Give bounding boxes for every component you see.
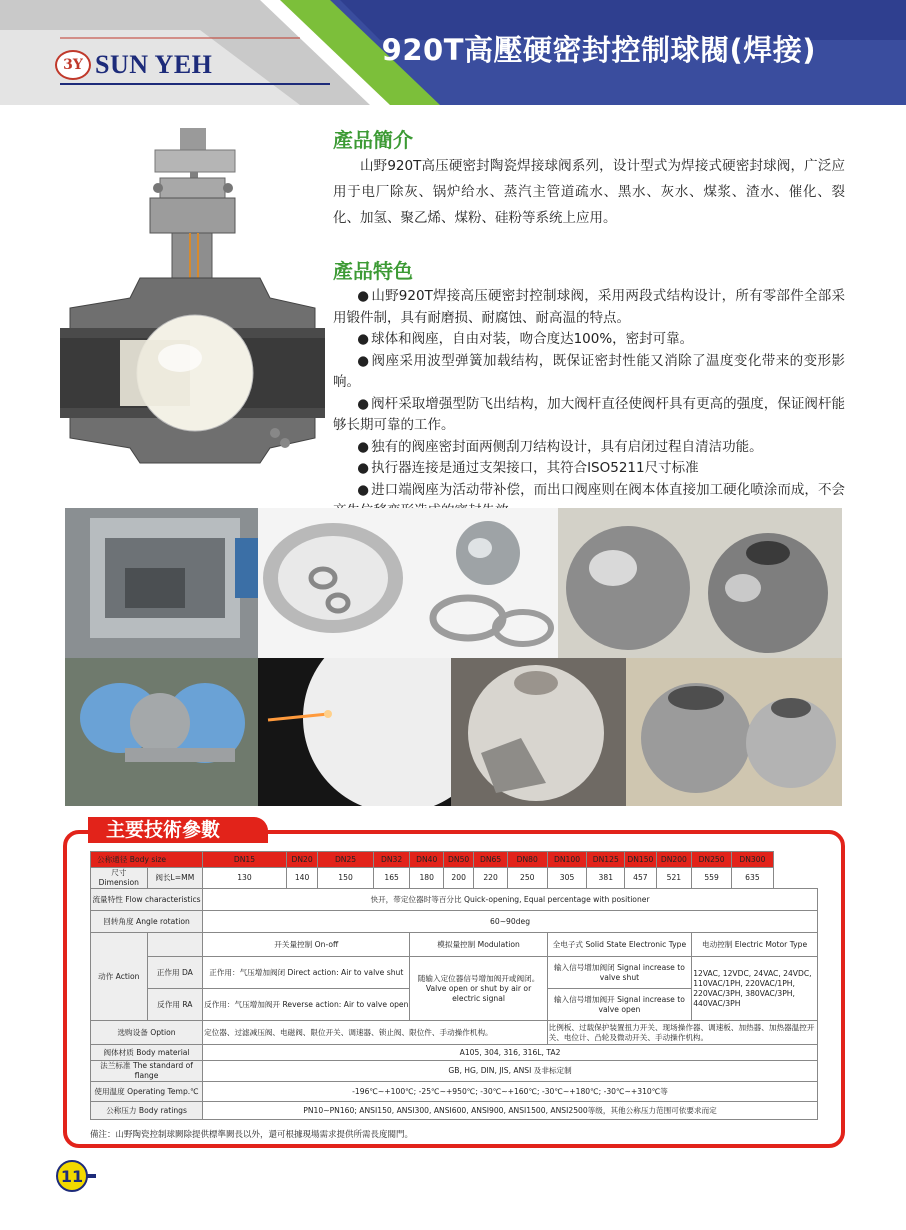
features-heading: 產品特色 [333, 259, 413, 283]
page-number-bar [86, 1174, 96, 1178]
table-row [91, 852, 818, 868]
finished-balls-photo [626, 658, 842, 806]
valve-cutaway-image [60, 128, 325, 468]
feature-item: ● 山野920T焊接高压硬密封控制球阀，采用两段式结构设计，所有零部件全部采用锻件制，具有耐磨损、耐腐蚀、耐高温的特点。 [333, 286, 845, 329]
standard-value: GB, HG, DIN, JIS, ANSI 及非标定制 [203, 1061, 818, 1082]
page-header [0, 0, 906, 105]
dn-cell: DN125 [587, 852, 625, 868]
feature-item: ● 阀座采用波型弹簧加载结构，既保证密封性能又消除了温度变化带来的变形影响。 [333, 351, 845, 394]
action-label: 动作 Action [91, 933, 148, 1021]
length-cell: 381 [587, 868, 625, 889]
dn-cell: DN100 [547, 852, 587, 868]
dn-cell: DN40 [410, 852, 444, 868]
table-row [91, 868, 818, 889]
intro-heading: 產品簡介 [333, 128, 413, 152]
angle-value: 60~90deg [203, 911, 818, 933]
length-cell: 150 [318, 868, 374, 889]
specs-table [90, 851, 818, 1120]
table-row [91, 1045, 818, 1061]
dn-cell: DN20 [286, 852, 317, 868]
angle-label: 回转角度 Angle rotation [91, 911, 203, 933]
material-value: A105, 304, 316, 316L, TA2 [203, 1045, 818, 1061]
feature-item: ● 执行器连接是通过支架接口，其符合ISO5211尺寸标准 [333, 458, 845, 480]
table-row [91, 933, 818, 957]
electric-header: 电动控制 Electric Motor Type [692, 933, 818, 957]
page-number: 11 [56, 1160, 88, 1192]
modulation-value: 随输入定位器信号增加阀开或阀闭。 Valve open or shut by air or electric signal [410, 957, 547, 1021]
length-cell: 250 [507, 868, 547, 889]
length-cell: 457 [625, 868, 656, 889]
direct-label: 正作用 DA [147, 957, 203, 989]
standard-label: 法兰标准 The standard of flange [91, 1061, 203, 1082]
length-cell: 305 [547, 868, 587, 889]
onoff-reverse: 反作用：气压增加阀开 Reverse action: Air to valve open [203, 989, 410, 1021]
features-list [333, 286, 845, 523]
length-cell: 521 [656, 868, 692, 889]
table-row [91, 911, 818, 933]
dn-cell: DN65 [474, 852, 508, 868]
temp-value: -196℃~+100℃; -25℃~+950℃; -30℃~+160℃; -30℃~+180℃; -30℃~+310℃等 [203, 1082, 818, 1102]
ceramic-ball-photo [451, 658, 626, 806]
length-cell: 130 [203, 868, 287, 889]
length-cell: 635 [731, 868, 773, 889]
feature-item: ● 球体和阀座，自由对装，吻合度达100%，密封可靠。 [333, 329, 845, 351]
dn-cell: DN32 [373, 852, 410, 868]
flow-value: 快开，带定位器时等百分比 Quick-opening, Equal percentage with positioner [203, 889, 818, 911]
option-right: 比例板、过载保护装置扭力开关、现场操作器、调速板、加热器、加热器温控开关、电位计、凸轮及微动开关、手动操作机构。 [547, 1021, 817, 1045]
dn-cell: DN150 [625, 852, 656, 868]
dn-cell: DN80 [507, 852, 547, 868]
flow-label: 流量特性 Flow characteristics [91, 889, 203, 911]
table-row [91, 1021, 818, 1045]
length-cell: 165 [373, 868, 410, 889]
ball-lathe-photo [65, 658, 258, 806]
ssr-header: 全电子式 Solid State Electronic Type [547, 933, 692, 957]
brand-name: SUN YEH [95, 50, 213, 79]
length-cell: 180 [410, 868, 444, 889]
table-row [91, 957, 818, 989]
machining-photo [65, 508, 258, 658]
table-row [91, 889, 818, 911]
seat-rings-photo [258, 508, 558, 658]
intro-text: 山野920T高压硬密封陶瓷焊接球阀系列，设计型式为焊接式硬密封球阀，广泛应用于电厂除灰、锅炉给水、蒸汽主管道疏水、黑水、灰水、煤浆、渣水、催化、裂化、加氢、聚乙烯、煤粉、硅粉等系统上应用。 [333, 158, 845, 226]
material-label: 阀体材质 Body material [91, 1045, 203, 1061]
length-cell: 140 [286, 868, 317, 889]
polished-balls-photo [558, 508, 842, 658]
onoff-header: 开关量控制 On-off [203, 933, 410, 957]
dn-cell: DN15 [203, 852, 287, 868]
reverse-label: 反作用 RA [147, 989, 203, 1021]
temp-label: 使用温度 Operating Temp.℃ [91, 1082, 203, 1102]
table-row [91, 1102, 818, 1120]
spec-note: 備注：山野陶瓷控制球闕除提供標準闕長以外，還可根據現場需求提供所需長度閥門。 [90, 1130, 414, 1140]
dn-cell: DN300 [731, 852, 773, 868]
length-cell: 220 [474, 868, 508, 889]
dn-cell: DN250 [692, 852, 732, 868]
ssr-reverse: 输入信号增加阀开 Signal increase to valve open [547, 989, 692, 1021]
option-label: 选购设备 Option [91, 1021, 203, 1045]
length-label: 阀长L=MM [147, 868, 203, 889]
feature-item: ● 进口端阀座为活动带补偿，而出口阀座则在阀本体直接加工硬化喷涂而成，不会 [333, 480, 845, 523]
onoff-direct: 正作用：气压增加阀闭 Direct action: Air to valve shut [203, 957, 410, 989]
photo-gallery [65, 508, 842, 806]
feature-item: ● 阀杆采取增强型防飞出结构，加大阀杆直径使阀杆具有更高的强度，保证阀杆能够长期可靠的工作。 [333, 394, 845, 437]
dimension-label: 尺寸Dimension [91, 868, 148, 889]
pressure-value: PN10~PN160; ANSI150, ANSI300, ANSI600, ANSI900, ANSI1500, ANSI2500等级，其他公称压力范围可依要求而定 [203, 1102, 818, 1120]
dn-cell: DN200 [656, 852, 692, 868]
table-row [91, 1082, 818, 1102]
dn-cell: DN25 [318, 852, 374, 868]
brand-logo [55, 48, 212, 82]
pressure-label: 公称压力 Body ratings [91, 1102, 203, 1120]
spray-coating-photo [258, 658, 451, 806]
specs-heading: 主要技術參數 [88, 817, 268, 843]
length-cell: 559 [692, 868, 732, 889]
brand-mark: 3Y [55, 50, 91, 80]
table-row [91, 1061, 818, 1082]
dn-cell: DN50 [443, 852, 473, 868]
feature-item: ● 独有的阀座密封面两侧刮刀结构设计，具有启闭过程自清洁功能。 [333, 437, 845, 459]
page-title: 920T高壓硬密封控制球閥(焊接) [381, 33, 816, 67]
ssr-direct: 输入信号增加阀闭 Signal increase to valve shut [547, 957, 692, 989]
length-cell: 200 [443, 868, 473, 889]
modulation-header: 模拟量控制 Modulation [410, 933, 547, 957]
electric-value: 12VAC, 12VDC, 24VAC, 24VDC, 110VAC/1PH, 220VAC/1PH, 220VAC/3PH, 380VAC/3PH, 440VAC/3PH [692, 957, 818, 1021]
dn-label: 公称通径 Body size [91, 852, 203, 868]
option-left: 定位器、过滤减压阀、电磁阀、限位开关、调速器、锁止阀、限位件、手动操作机构。 [203, 1021, 548, 1045]
